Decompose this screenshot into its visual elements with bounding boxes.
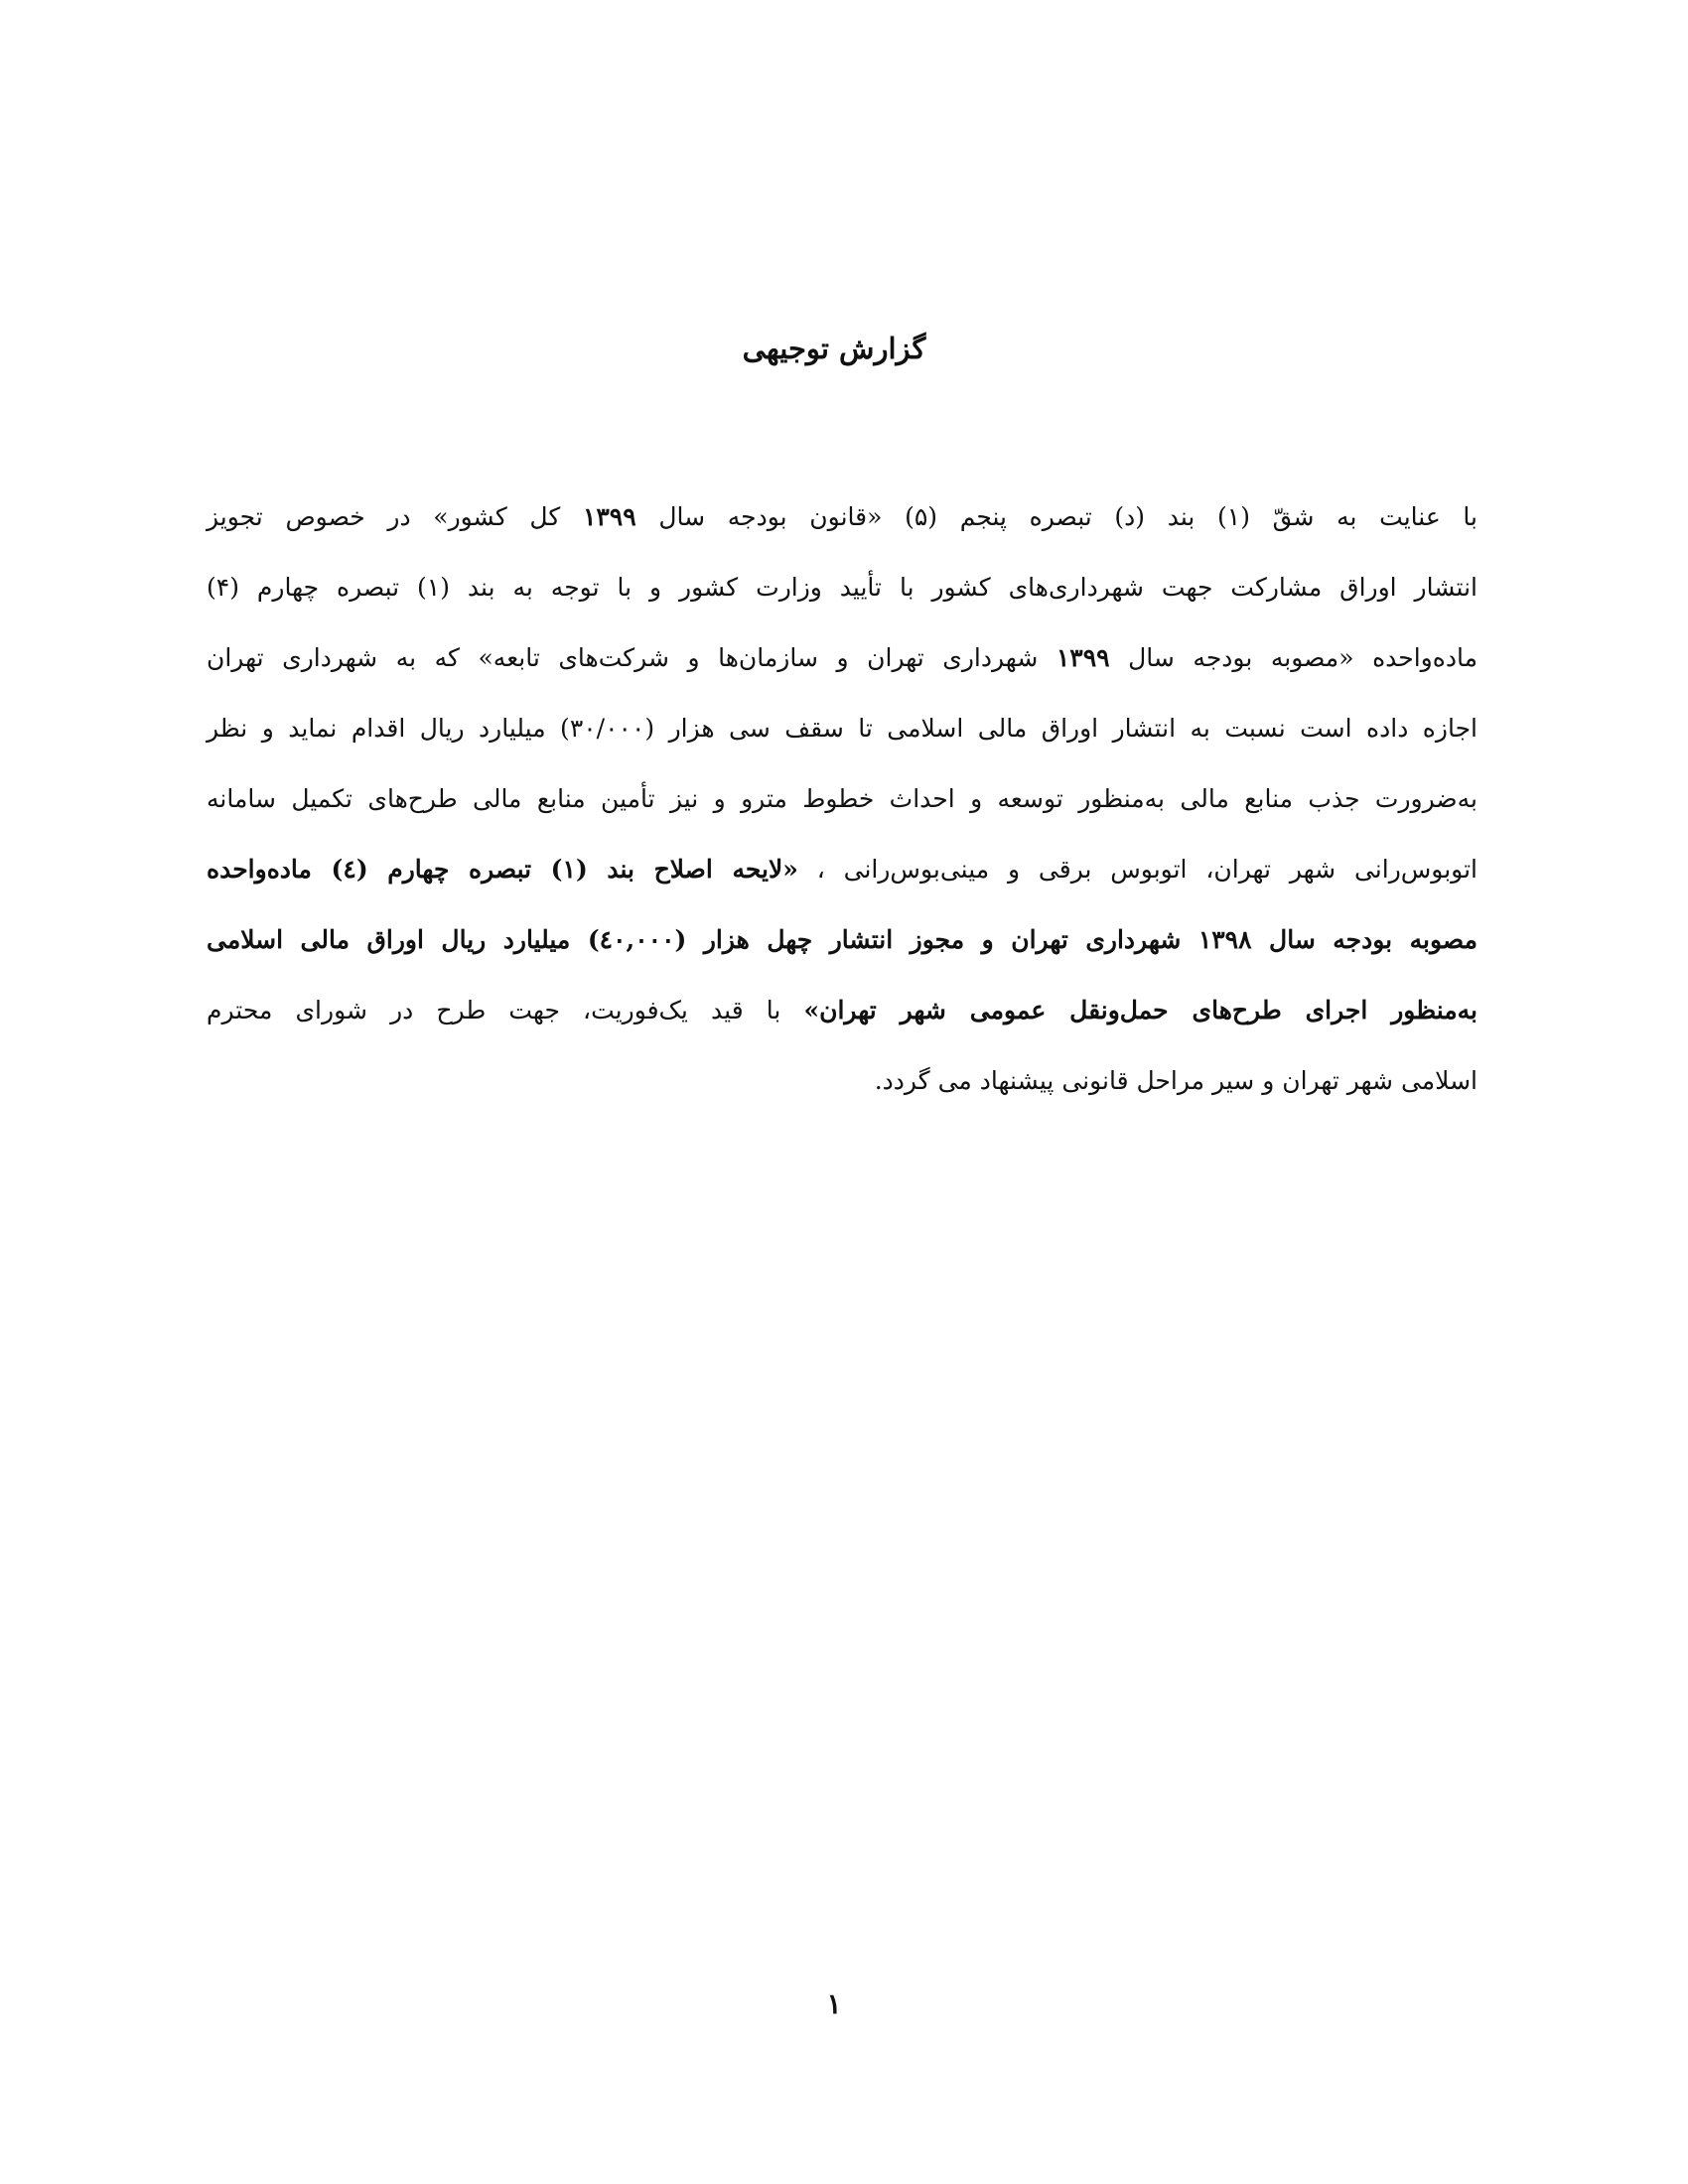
document-title: گزارش توجیهی: [742, 332, 926, 365]
text-segment: اتوبوس‌رانی شهر تهران، اتوبوس برقی و مینی‌بوس‌رانی ،: [797, 855, 1477, 884]
paragraph-line: [207, 702, 1477, 772]
page-number: ۱: [826, 1987, 842, 2020]
paragraph-line: [207, 631, 1477, 702]
text-segment: انتشار اوراق مشارکت جهت شهرداری‌های کشور با تأیید وزارت کشور و با توجه به بند (۱) تبصره چهارم (۴): [207, 573, 1477, 602]
text-segment: اجازه داده است نسبت به انتشار اوراق مالی اسلامی تا سقف سی هزار (۳۰/۰۰۰) میلیارد ریال اقدام نماید و نظر: [207, 714, 1477, 743]
bold-text-segment: مصوبه بودجه سال ۱۳۹۸ شهرداری تهران و مجوز انتشار چهل هزار (٤٠,٠٠٠) میلیارد ریال اوراق مالی اسلامی: [207, 925, 1477, 954]
bold-text-segment: به‌منظور اجرای طرح‌های حمل‌ونقل عمومی شهر تهران»: [803, 996, 1477, 1024]
paragraph-line: [207, 1054, 1477, 1125]
bold-text-segment: ۱۳۹۹: [1055, 643, 1110, 672]
paragraph-line: [207, 984, 1477, 1054]
text-segment: اسلامی شهر تهران و سیر مراحل قانونی پیشنهاد می گردد.: [874, 1066, 1477, 1095]
paragraph-line: [207, 490, 1477, 561]
bold-text-segment: ۱۳۹۹: [582, 502, 636, 531]
report-paragraph: [207, 490, 1477, 1125]
bold-text-segment: «لایحه اصلاح بند (۱) تبصره چهارم (٤) ماده‌واحده: [207, 855, 798, 884]
text-segment: با عنایت به شقّ (۱) بند (د) تبصره پنجم (۵) «قانون بودجه سال: [635, 502, 1477, 531]
paragraph-line: [207, 772, 1477, 843]
paragraph-line: [207, 843, 1477, 913]
paragraph-line: [207, 913, 1477, 984]
text-segment: کل کشور» در خصوص تجویز: [207, 502, 583, 531]
text-segment: با قید یک‌فوریت، جهت طرح در شورای محترم: [207, 996, 804, 1024]
text-segment: به‌ضرورت جذب منابع مالی به‌منظور توسعه و احداث خطوط مترو و نیز تأمین منابع مالی طرح‌های تکمیل سامانه: [207, 784, 1477, 813]
text-segment: ماده‌واحده «مصوبه بودجه سال: [1109, 643, 1477, 672]
text-segment: شهرداری تهران و سازمان‌ها و شرکت‌های تابعه» که به شهرداری تهران: [207, 643, 1056, 672]
paragraph-line: [207, 561, 1477, 631]
